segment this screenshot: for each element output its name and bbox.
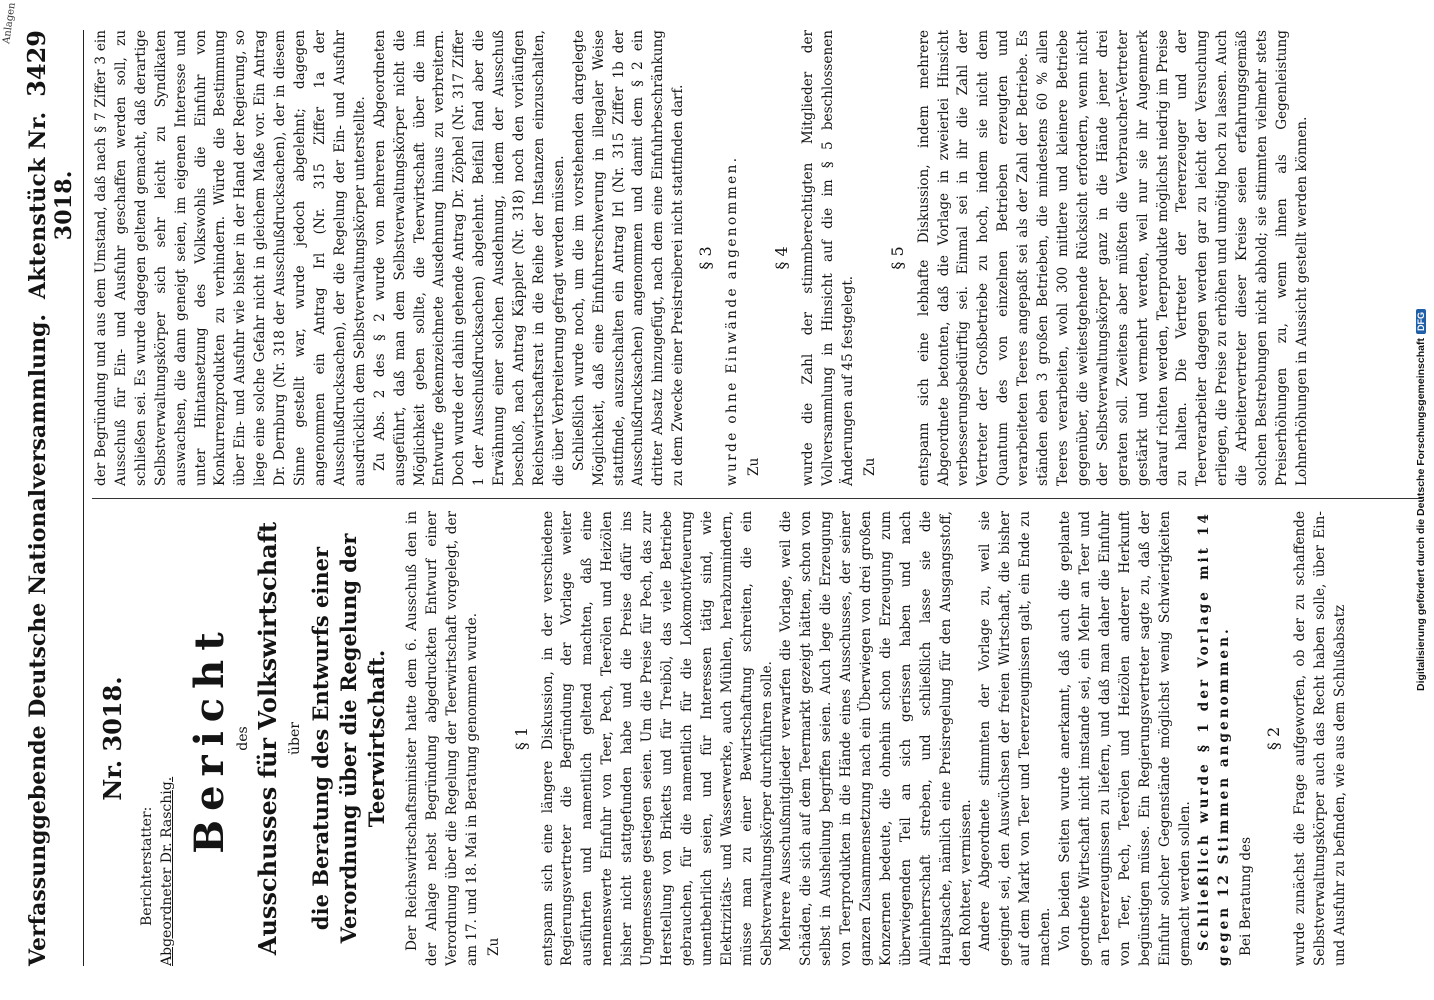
- report-title: Bericht: [186, 623, 233, 854]
- reporter-label: Berichterstatter:: [139, 806, 155, 926]
- running-head-left: Verfassunggebende Deutsche Nationalversammlung.: [25, 313, 51, 966]
- paragraph: Mehrere Ausschußmitglieder verwarfen die Vorlage, weil die Schäden, die sich auf dem Teermarkt gezeigt hätten, schon von selbst in Ausheilung begriffen seien. Auch lege die Erzeugung von Teerprodukten in die Hände eines Ausschusses, der seiner ganzen Zusammensetzung nach ein Überwiegen von drei großen Konzernen bedeute, die ohnehin schon die Erzeugung zum überwiegenden Teil an sich gerissen haben und nach Alleinherrschaft streben, und schließlich lasse sie die Hauptsache, nämlich eine Preisregelung für den Ausgangsstoff, den Rohteer, vermissen.: [778, 511, 974, 966]
- margin-note: Anlagen: [1, 1, 18, 45]
- paragraph: Andere Abgeordnete stimmten der Vorlage zu, weil sie geeignet sei, den Auswüchsen der freien Wirtschaft, die bisher auf dem Markt von Teer und Teererzeugnissen galt, ein Ende zu machen.: [977, 511, 1054, 966]
- section-heading-3: § 3: [696, 246, 716, 270]
- zu-label: Zu: [485, 937, 502, 956]
- zu-label: Zu: [861, 457, 878, 476]
- text-columns: [92, 30, 1422, 966]
- page-number: 3429: [22, 30, 51, 97]
- vote-result: Schließlich wurde § 1 der Vorlage mit 14 gegen 12 Stimmen angenommen.: [1196, 511, 1233, 966]
- title-des: des: [235, 726, 251, 751]
- section-heading-5: § 5: [887, 246, 907, 270]
- dfg-logo: DFG: [1416, 309, 1426, 334]
- running-head-right: Aktenstück Nr. 3018.: [25, 111, 77, 300]
- document-number: Nr. 3018.: [98, 676, 127, 801]
- committee-name: Ausschusses für Volkswirtschaft: [253, 521, 282, 956]
- paragraph: entspann sich eine längere Diskussion, in der verschiedene Regierungsvertreter die Begründung der Vorlage weiter ausführten und namentlich geltend machten, daß eine nennenswerte Einfuhr von Teer, Pech, Teerölen und Heizölen bisher nicht stattgefunden habe und die Preise dafür ins Ungemessene gestiegen seien. Um die Preise für Pech, das zur Herstellung von Briketts und für Treiböl, das viele Betriebe gebrauchen, für die namentlich für die Lokomotivfeuerung unentbehrlich seien, und für Interessen tätig sind, wie Elektrizitäts- und Wasserwerke, auch Mühlen, herabzumindern, müsse man zu einer Bewirtschaftung schreiten, die ein Selbstverwaltungskörper durchführen solle.: [539, 511, 775, 966]
- paragraph: wurde ohne Einwände angenommen.: [724, 155, 741, 486]
- paragraph: Zu Abs. 2 des § 2 wurde von mehreren Abgeordneten ausgeführt, daß man dem Selbstverwaltungskörper nicht die Möglichkeit geben sollte, die Teerwirtschaft über die im Entwurfe gekennzeichnete Ausdehnung hinaus zu verbreitern. Doch wurde der dahin gehende Antrag Dr. Zöphel (Nr. 317 Ziffer 1 der Ausschußdrucksachen) abgelehnt. Beifall fand aber die Erwähnung einer solchen Ausdehnung, indem der Ausschuß beschloß, nach Antrag Käppler (Nr. 318) noch den vorläufigen Reichswirtschaftsrat in die Reihe der Instanzen einzuschalten, die über Verbreiterung gefragt werden müssen.: [371, 30, 567, 486]
- reporter-name: Abgeordneter Dr. Raschig.: [159, 776, 175, 966]
- section-heading-1: § 1: [511, 726, 531, 751]
- credit-text: Digitalisierung gefördert durch die Deutsche Forschungsgemeinschaft: [1415, 338, 1428, 691]
- section-heading-2: § 2: [1264, 726, 1284, 751]
- paragraph: der Begründung und aus dem Umstand, daß nach § 7 Ziffer 3 ein Ausschuß für Ein- und Ausfuhr geschaffen werden soll, zu schließen sei. Es wurde dagegen geltend gemacht, daß derartige Selbstverwaltungskörper sich sehr leicht zu Syndikaten auswachsen, die dann geneigt seien, im eigenen Interesse und unter Hintansetzung des Volkswohls die Einfuhr von Konkurrenzprodukten zu verhindern. Würde die Bestimmung über Ein- und Ausfuhr wie bisher in der Hand der Regierung, so liege eine solche Gefahr nicht in gleichem Maße vor. Ein Antrag Dr. Dernburg (Nr. 318 der Ausschußdrucksachen), der in diesem Sinne gestellt war, wurde jedoch abgelehnt; dagegen angenommen ein Antrag Irl (Nr. 315 Ziffer 1a der Ausschußdrucksachen), der die Regelung der Ein- und Ausfuhr ausdrücklich dem Selbstverwaltungskörper unterstellte.: [93, 30, 368, 486]
- paragraph: wurde die Zahl der stimmberechtigten Mitglieder der Vollversammlung in Hinsicht auf die im § 5 beschlossenen Änderungen auf 45 festgelegt.: [800, 30, 856, 486]
- paragraph: Von beiden Seiten wurde anerkannt, daß auch die geplante geordnete Wirtschaft nicht imstande sei, ein Mehr an Teer und an Teererzeugnissen zu liefern, und daß man daher die Einfuhr von Teer, Pech, Teerölen und Heizölen anderer Herkunft begünstigen müsse. Ein Regierungsvertreter sagte zu, daß der Einfuhr solcher Gegenstände möglichst wenig Schwierigkeiten gemacht werden sollen.: [1057, 511, 1193, 966]
- running-head: [22, 30, 84, 966]
- paragraph: entspann sich eine lebhafte Diskussion, indem mehrere Abgeordnete betonten, daß die Vorlage in zweierlei Hinsicht verbesserungsbedürftig sei. Einmal sei in ihr die Zahl der Vertreter der Großbetriebe zu hoch, indem sie nicht dem Quantum des von einzelnen Betrieben erzeugten und verarbeiteten Teeres angepaßt sei als der Zahl der Betriebe. Es ständen eben 3 großen Betrieben, die mindestens 60 % allen Teeres verarbeiten, wohl 300 mittlere und kleinere Betriebe gegenüber, die weitestgehende Rücksicht erfordern, wenn nicht der Selbstverwaltungskörper ganz in die Hände jener drei geraten soll. Zweitens aber müßten die Verbraucher-Vertreter gestärkt und vermehrt werden, weil nur sie ihr Augenmerk darauf richten werden, Teerprodukte möglichst niedrig im Preise zu halten. Die Vertreter der Teererzeuger und der Teerverarbeiter dagegen werden gar zu leicht der Versuchung erliegen, die Preise zu erhöhen und unnötig hoch zu lassen. Auch die Arbeitervertreter dieser Kreise seien erfahrungsgemäß solchen Bestrebungen nicht abhold; sie stimmten vielmehr stets Preiserhöhungen zu, wenn ihnen als Gegenleistung Lohnerhöhungen in Aussicht gestellt werden können.: [915, 30, 1310, 486]
- bei-label: Bei Beratung des: [1238, 836, 1255, 956]
- digitization-credit: [1410, 0, 1432, 1000]
- paragraph: Schließlich wurde noch, um die im vorstehenden dargelegte Möglichkeit, daß eine Einfuhrerschwerung in illegaler Weise stattfinde, auszuschalten ein Antrag Irl (Nr. 315 Ziffer 1b der Ausschußdrucksachen) angenommen und damit dem § 2 ein dritter Absatz hinzugefügt, nach dem eine Einfuhrbeschränkung zu dem Zwecke einer Preistreiberei nicht stattfinden darf.: [570, 30, 687, 486]
- title-ueber: über: [287, 722, 303, 755]
- section-heading-4: § 4: [772, 246, 791, 270]
- paragraph: wurde zunächst die Frage aufgeworfen, ob der zu schaffende Selbstverwaltungskörper auch das Recht haben solle, über Ein- und Ausfuhr zu befinden, wie aus dem Schlußabsatz: [1292, 511, 1348, 966]
- left-column: [92, 498, 1422, 966]
- intro-paragraph: Der Reichswirtschaftsminister hatte dem 6. Ausschuß den in der Anlage nebst Begründung abgedruckten Entwurf einer Verordnung über die Regelung der Teerwirtschaft vorgelegt, der am 17. und 18. Mai in Beratung genommen wurde.: [404, 511, 480, 966]
- zu-label: Zu: [746, 457, 763, 476]
- right-column: [92, 30, 1422, 498]
- report-subject: die Beratung des Entwurfs einer Verordnung über die Regelung der Teerwirtschaft.: [308, 533, 389, 944]
